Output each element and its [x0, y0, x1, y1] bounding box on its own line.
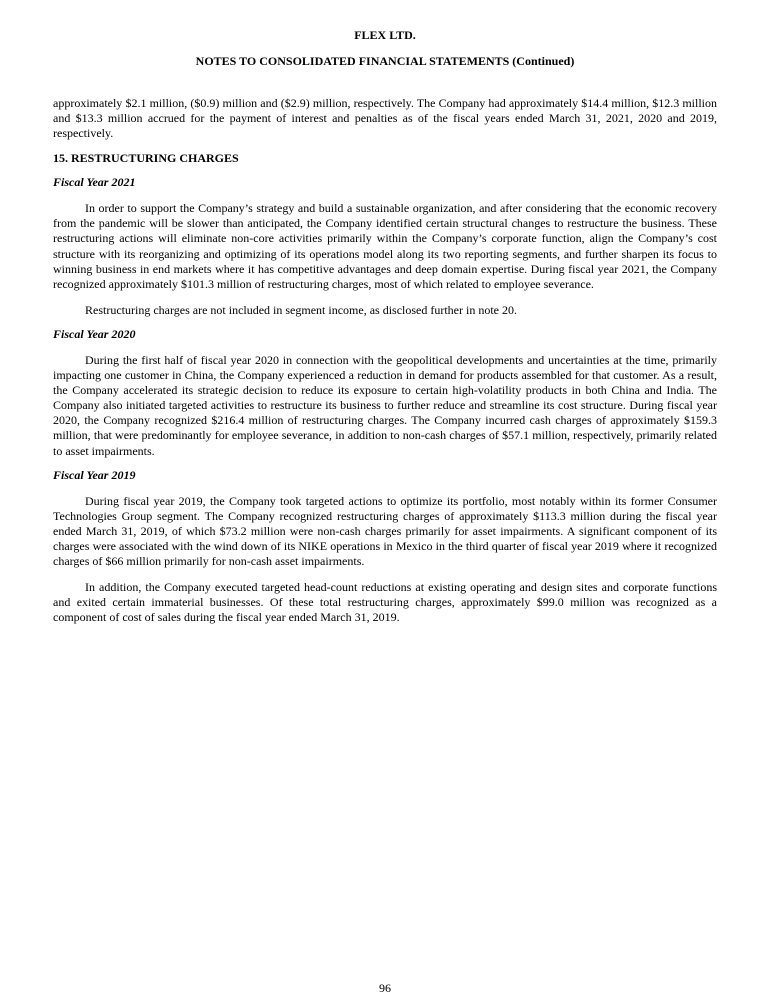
fy2021-paragraph-2: Restructuring charges are not included in segment income, as disclosed further in note 20. — [85, 302, 517, 317]
intro-paragraph: approximately $2.1 million, ($0.9) million and ($2.9) million, respectively. The Company had approximately $14.4 million, $12.3 million and $13.3 million accrued for the payment of interest and penalties as of the fiscal years ended March 31, 2021, 2020 and 2019, respectively. — [53, 96, 717, 141]
subheading-fy2021: Fiscal Year 2021 — [53, 175, 136, 190]
fy2020-paragraph-1: During the first half of fiscal year 2020 in connection with the geopolitical developments and uncertainties at the time, primarily impacting one customer in China, the Company experienced a reduction in demand for products assembled for that customer. As a result, the Company accelerated its strategic decision to reduce its exposure to certain high-volatility products in both China and India. The Company also initiated targeted activities to restructure its business to further reduce and streamline its cost structure. During fiscal year 2020, the Company recognized $216.4 million of restructuring charges. The Company incurred cash charges of approximately $159.3 million, that were predominantly for employee severance, in addition to non-cash charges of $57.1 million, respectively, primarily related to asset impairments. — [53, 352, 717, 458]
fy2021-paragraph-1: In order to support the Company’s strategy and build a sustainable organization, and after considering that the economic recovery from the pandemic will be slower than anticipated, the Company identified certain structural changes to restructure the business. These restructuring actions will eliminate non-core activities primarily within the Company’s corporate function, align the Company’s cost structure with its reorganizing and optimizing of its operations model along its two reporting segments, and further sharpen its focus to winning business in end markets where it has competitive advantages and deep domain expertise. During fiscal year 2021, the Company recognized approximately $101.3 million of restructuring charges, most of which related to employee severance. — [53, 201, 717, 291]
document-body — [53, 96, 717, 625]
fy2019-paragraph-1: During fiscal year 2019, the Company took targeted actions to optimize its portfolio, most notably within its former Consumer Technologies Group segment. The Company recognized restructuring charges of approximately $113.3 million during the fiscal year ended March 31, 2019, of which $73.2 million were non-cash charges primarily for asset impairments. A significant component of its charges were associated with the wind down of its NIKE operations in Mexico in the third quarter of fiscal year 2019 where it recognized charges of $66 million primarily for non-cash asset impairments. — [53, 493, 717, 568]
document-page — [53, 0, 717, 1000]
fy2019-paragraph-2: In addition, the Company executed targeted head-count reductions at existing operating and design sites and corporate functions and exited certain immaterial businesses. Of these total restructuring charges, approximately $99.0 million was recognized as a component of cost of sales during the fiscal year ended March 31, 2019. — [53, 580, 717, 625]
section-heading: 15. RESTRUCTURING CHARGES — [53, 151, 239, 166]
page-title: NOTES TO CONSOLIDATED FINANCIAL STATEMENTS (Continued) — [195, 54, 575, 68]
company-name: FLEX LTD. — [354, 28, 416, 42]
subheading-fy2020: Fiscal Year 2020 — [53, 326, 136, 341]
page-number: 96 — [379, 981, 391, 995]
subheading-fy2019: Fiscal Year 2019 — [53, 467, 136, 482]
